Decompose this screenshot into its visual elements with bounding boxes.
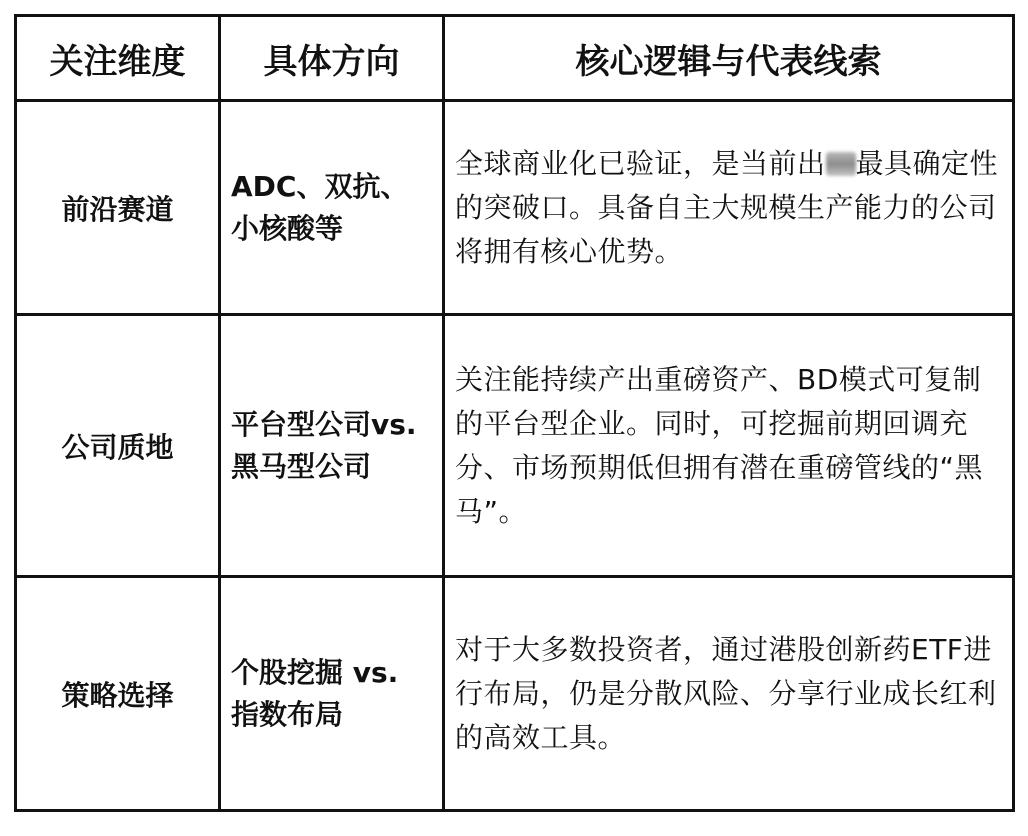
logic-text-before-blur: 全球商业化已验证，是当前出 xyxy=(455,146,826,180)
logic-text-after-blur: 最具确定性的突破口。具备自主大规模生产能力的公司将拥有核心优势。 xyxy=(455,146,999,268)
cell-direction: 平台型公司vs. 黑马型公司 xyxy=(220,315,444,577)
cell-direction: ADC、双抗、小核酸等 xyxy=(220,101,444,315)
redacted-blur xyxy=(826,152,856,176)
cell-direction: 个股挖掘 vs. 指数布局 xyxy=(220,577,444,811)
table-row xyxy=(16,315,1014,577)
table-row xyxy=(16,101,1014,315)
table-header-row xyxy=(16,16,1014,101)
cell-logic xyxy=(444,101,1014,315)
table-row xyxy=(16,577,1014,811)
cell-dimension: 公司质地 xyxy=(16,315,220,577)
header-logic: 核心逻辑与代表线索 xyxy=(444,16,1014,101)
info-table xyxy=(14,14,1015,812)
cell-dimension: 策略选择 xyxy=(16,577,220,811)
header-direction: 具体方向 xyxy=(220,16,444,101)
cell-dimension: 前沿赛道 xyxy=(16,101,220,315)
cell-logic: 对于大多数投资者，通过港股创新药ETF进行布局，仍是分散风险、分享行业成长红利的高效工具。 xyxy=(444,577,1014,811)
header-dimension: 关注维度 xyxy=(16,16,220,101)
cell-logic: 关注能持续产出重磅资产、BD模式可复制的平台型企业。同时，可挖掘前期回调充分、市场预期低但拥有潜在重磅管线的“黑马”。 xyxy=(444,315,1014,577)
